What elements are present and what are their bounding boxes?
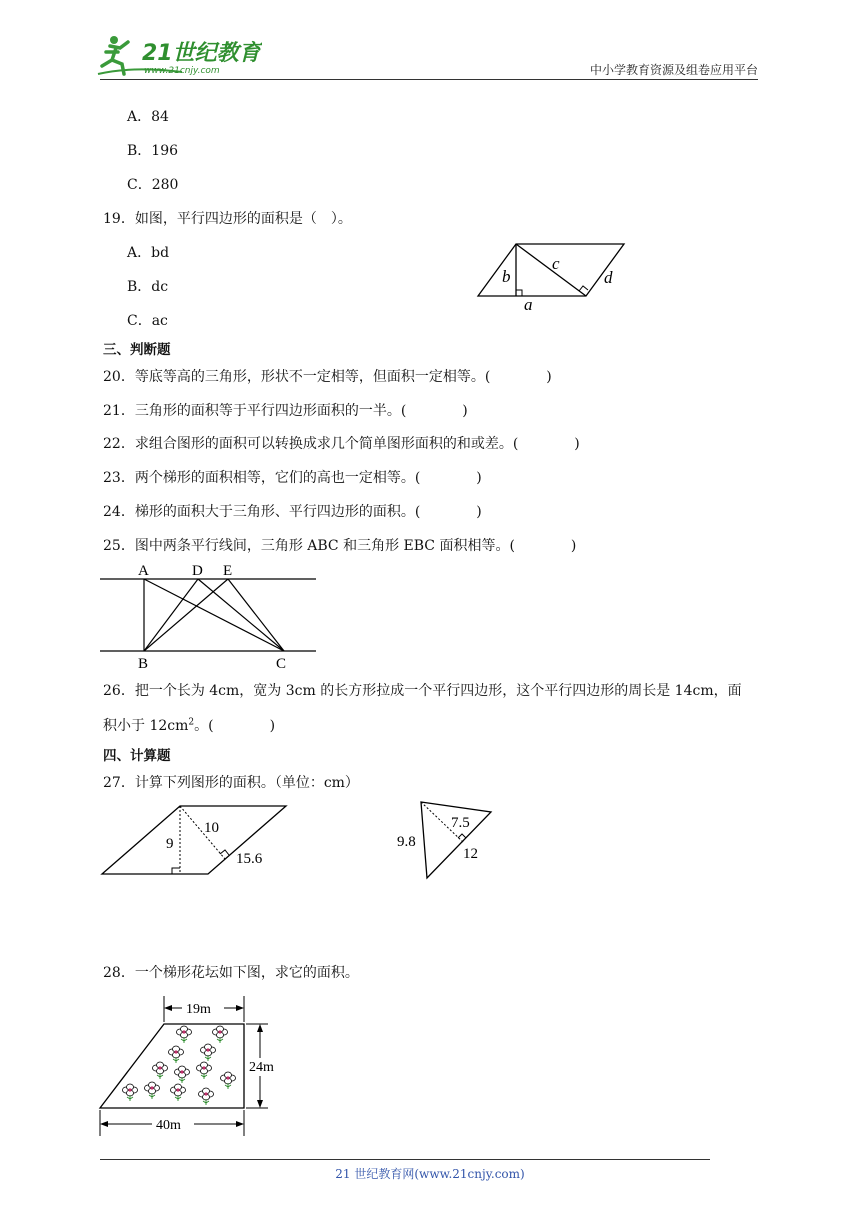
q27-tri-height: 7.5 <box>451 815 470 831</box>
flower-icon <box>169 1046 184 1063</box>
section-3-heading: 三、判断题 <box>103 342 171 358</box>
q26-line-2-text: 积小于 12cm <box>103 718 189 734</box>
q25-label-b: B <box>138 656 149 672</box>
flower-icon <box>213 1026 228 1043</box>
q27-para-side: 10 <box>204 820 219 836</box>
flower-icon <box>197 1062 212 1079</box>
q25-label-a: A <box>138 563 149 579</box>
q19-option-b: B．dc <box>127 279 169 295</box>
q25-label-c: C <box>276 656 287 672</box>
header-divider <box>100 79 758 80</box>
q28-trapezoid-flowerbed-figure <box>96 994 288 1140</box>
q25-text: 25．图中两条平行线间，三角形 ABC 和三角形 EBC 面积相等。( ) <box>103 538 577 554</box>
footer-divider <box>100 1159 710 1160</box>
q27-para-height: 9 <box>166 836 174 852</box>
q22-text: 22．求组合图形的面积可以转换成求几个简单图形面积的和或差。( ) <box>103 436 580 452</box>
flower-icon <box>123 1084 138 1101</box>
q27-triangle-figure <box>395 800 500 884</box>
flower-icon <box>175 1066 190 1083</box>
site-name: 中小学教育资源及组卷应用平台 <box>589 63 758 77</box>
footer-text: 21 世纪教育网(www.21cnjy.com) <box>335 1167 525 1181</box>
flower-icons <box>123 1026 236 1105</box>
q27-para-base: 15.6 <box>236 851 263 867</box>
q19-label-d: d <box>604 268 613 287</box>
q25-parallel-lines-figure <box>98 558 320 672</box>
q25-label-e: E <box>223 563 233 579</box>
q26-line-1: 26．把一个长为 4cm，宽为 3cm 的长方形拉成一个平行四边形，这个平行四边形的周长是 14cm，面 <box>103 683 742 699</box>
q19-option-a: A．bd <box>127 245 170 261</box>
q18-option-c: C．280 <box>127 177 179 193</box>
flower-icon <box>199 1088 214 1105</box>
q26-superscript: 2 <box>188 717 195 728</box>
q28-text: 28．一个梯形花坛如下图，求它的面积。 <box>103 965 359 981</box>
q28-top-label: 19m <box>186 1002 211 1017</box>
flower-icon <box>221 1072 236 1089</box>
q19-label-c: c <box>552 254 560 273</box>
q26-line-2-bracket: 。( ) <box>194 718 276 734</box>
q28-height-label: 24m <box>249 1060 274 1075</box>
q27-parallelogram-figure <box>98 802 298 882</box>
q25-label-d: D <box>192 563 203 579</box>
flower-icon <box>171 1084 186 1101</box>
q23-text: 23．两个梯形的面积相等，它们的高也一定相等。( ) <box>103 470 482 486</box>
q27-tri-side: 9.8 <box>397 834 416 850</box>
q20-text: 20．等底等高的三角形，形状不一定相等，但面积一定相等。( ) <box>103 369 552 385</box>
q18-option-b: B．196 <box>127 143 179 159</box>
q24-text: 24．梯形的面积大于三角形、平行四边形的面积。( ) <box>103 504 482 520</box>
logo-url: www.21cnjy.com <box>144 66 220 76</box>
q26-line-2 <box>103 715 275 735</box>
flower-icon <box>145 1082 160 1099</box>
flower-icon <box>177 1026 192 1043</box>
q19-option-c: C．ac <box>127 313 168 329</box>
q19-label-b: b <box>502 267 511 286</box>
q21-text: 21．三角形的面积等于平行四边形面积的一半。( ) <box>103 403 468 419</box>
q27-tri-base: 12 <box>463 846 478 862</box>
q28-bottom-label: 40m <box>156 1118 181 1133</box>
q19-text: 19．如图，平行四边形的面积是（ ）。 <box>103 211 352 227</box>
q18-option-a: A．84 <box>127 109 169 125</box>
section-4-heading: 四、计算题 <box>103 748 171 764</box>
q27-text: 27．计算下列图形的面积。（单位：cm） <box>103 775 359 791</box>
flower-icon <box>201 1044 216 1061</box>
flower-icon <box>153 1062 168 1079</box>
logo-text: 21世纪教育 <box>142 41 261 66</box>
logo <box>92 30 262 80</box>
q19-parallelogram-figure <box>470 238 635 318</box>
q19-label-a: a <box>524 295 533 314</box>
